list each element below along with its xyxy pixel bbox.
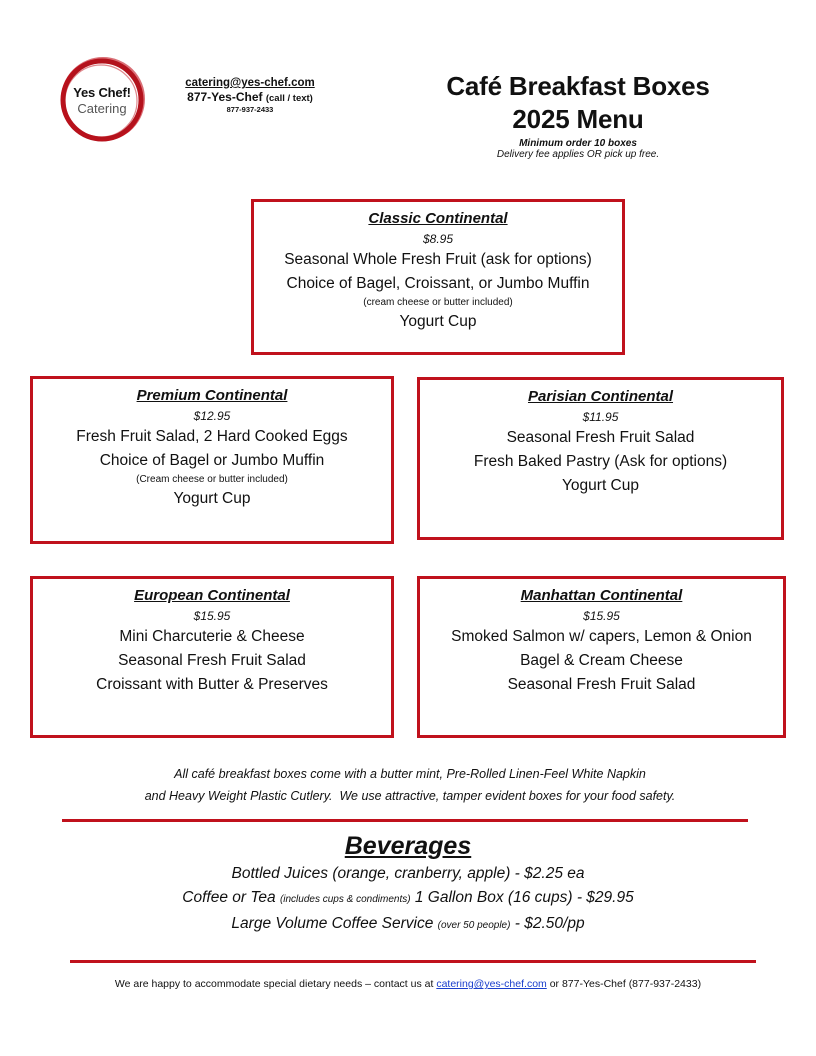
footer-email-link[interactable]: catering@yes-chef.com [436, 978, 547, 990]
delivery-note: Delivery fee applies OR pick up free. [496, 149, 660, 160]
large-note: (over 50 people) [437, 920, 511, 931]
box-price: $15.95 [193, 609, 231, 623]
logo-text-catering: Catering [77, 101, 127, 116]
box-item: Seasonal Fresh Fruit Salad [506, 429, 695, 446]
large-label: Large Volume Coffee Service [231, 915, 438, 932]
box-price: $15.95 [583, 609, 620, 623]
included-items-note [60, 763, 760, 807]
footer-phone-text: or 877-Yes-Chef (877-937-2433) [546, 978, 702, 990]
menu-box-manhattan [417, 576, 786, 738]
box-name: European Continental [134, 587, 290, 604]
contact-phone [160, 90, 340, 104]
coffee-note: (includes cups & condiments) [279, 894, 411, 905]
beverage-coffee [100, 886, 716, 912]
box-name: Parisian Continental [527, 388, 674, 405]
title-line-1: Café Breakfast Boxes [446, 71, 710, 101]
box-item: Croissant with Butter & Preserves [96, 676, 328, 693]
box-item: Seasonal Fresh Fruit Salad [507, 676, 696, 693]
menu-box-premium [30, 376, 394, 544]
box-price: $8.95 [422, 232, 454, 246]
beverages-heading: Beverages [344, 832, 472, 860]
coffee-label: Coffee or Tea [182, 889, 280, 906]
menu-box-parisian [417, 377, 784, 540]
logo-text-yes-chef: Yes Chef! [73, 85, 131, 100]
large-price: - $2.50/pp [510, 915, 585, 932]
beverage-large-service [100, 912, 716, 938]
footnote-line-2: and Heavy Weight Plastic Cutlery. We use attractive, tamper evident boxes for your food safety. [144, 789, 676, 803]
contact-block [160, 77, 340, 114]
title-line-2: 2025 Menu [512, 104, 644, 134]
box-item: Smoked Salmon w/ capers, Lemon & Onion [451, 628, 752, 645]
box-item: Mini Charcuterie & Cheese [119, 628, 305, 645]
beverage-juice: Bottled Juices (orange, cranberry, apple) - $2.25 ea [231, 865, 585, 882]
contact-phone-number: 877-937-2433 [226, 105, 274, 114]
beverages-section [100, 830, 716, 938]
minimum-order-note: Minimum order 10 boxes [519, 138, 637, 149]
box-price: $11.95 [582, 410, 619, 424]
box-item: Choice of Bagel or Jumbo Muffin [99, 452, 325, 469]
box-item: Bagel & Cream Cheese [520, 652, 683, 669]
box-item: Yogurt Cup [173, 490, 251, 507]
box-item: Seasonal Fresh Fruit Salad [118, 652, 306, 669]
box-item: Yogurt Cup [399, 313, 477, 330]
page-header [420, 70, 736, 160]
box-name: Manhattan Continental [520, 587, 683, 604]
box-price: $12.95 [193, 409, 231, 423]
phone-vanity: 877-Yes-Chef [187, 90, 263, 104]
contact-email-link[interactable]: catering@yes-chef.com [185, 77, 315, 89]
phone-note: (call / text) [265, 93, 313, 104]
box-note: (Cream cheese or butter included) [136, 474, 288, 485]
box-item: Seasonal Whole Fresh Fruit (ask for options) [284, 251, 592, 268]
logo-ring-icon [58, 56, 146, 144]
box-note: (cream cheese or butter included) [363, 297, 513, 308]
box-item: Fresh Fruit Salad, 2 Hard Cooked Eggs [76, 428, 348, 445]
divider-line [62, 819, 748, 822]
dietary-contact-note [40, 978, 776, 990]
box-name: Classic Continental [368, 210, 508, 227]
box-item: Choice of Bagel, Croissant, or Jumbo Muffin [286, 275, 590, 292]
box-item: Fresh Baked Pastry (Ask for options) [473, 453, 728, 470]
footnote-line-1: All café breakfast boxes come with a butter mint, Pre-Rolled Linen-Feel White Napkin [174, 767, 646, 781]
menu-box-classic [251, 199, 625, 355]
box-name: Premium Continental [136, 387, 288, 404]
page-title [420, 70, 736, 136]
box-item: Yogurt Cup [562, 477, 639, 494]
coffee-price: 1 Gallon Box (16 cups) - $29.95 [410, 889, 634, 906]
company-logo [58, 56, 146, 144]
menu-box-european [30, 576, 394, 738]
dietary-text: We are happy to accommodate special dietary needs – contact us at [114, 978, 437, 990]
divider-line [70, 960, 756, 963]
